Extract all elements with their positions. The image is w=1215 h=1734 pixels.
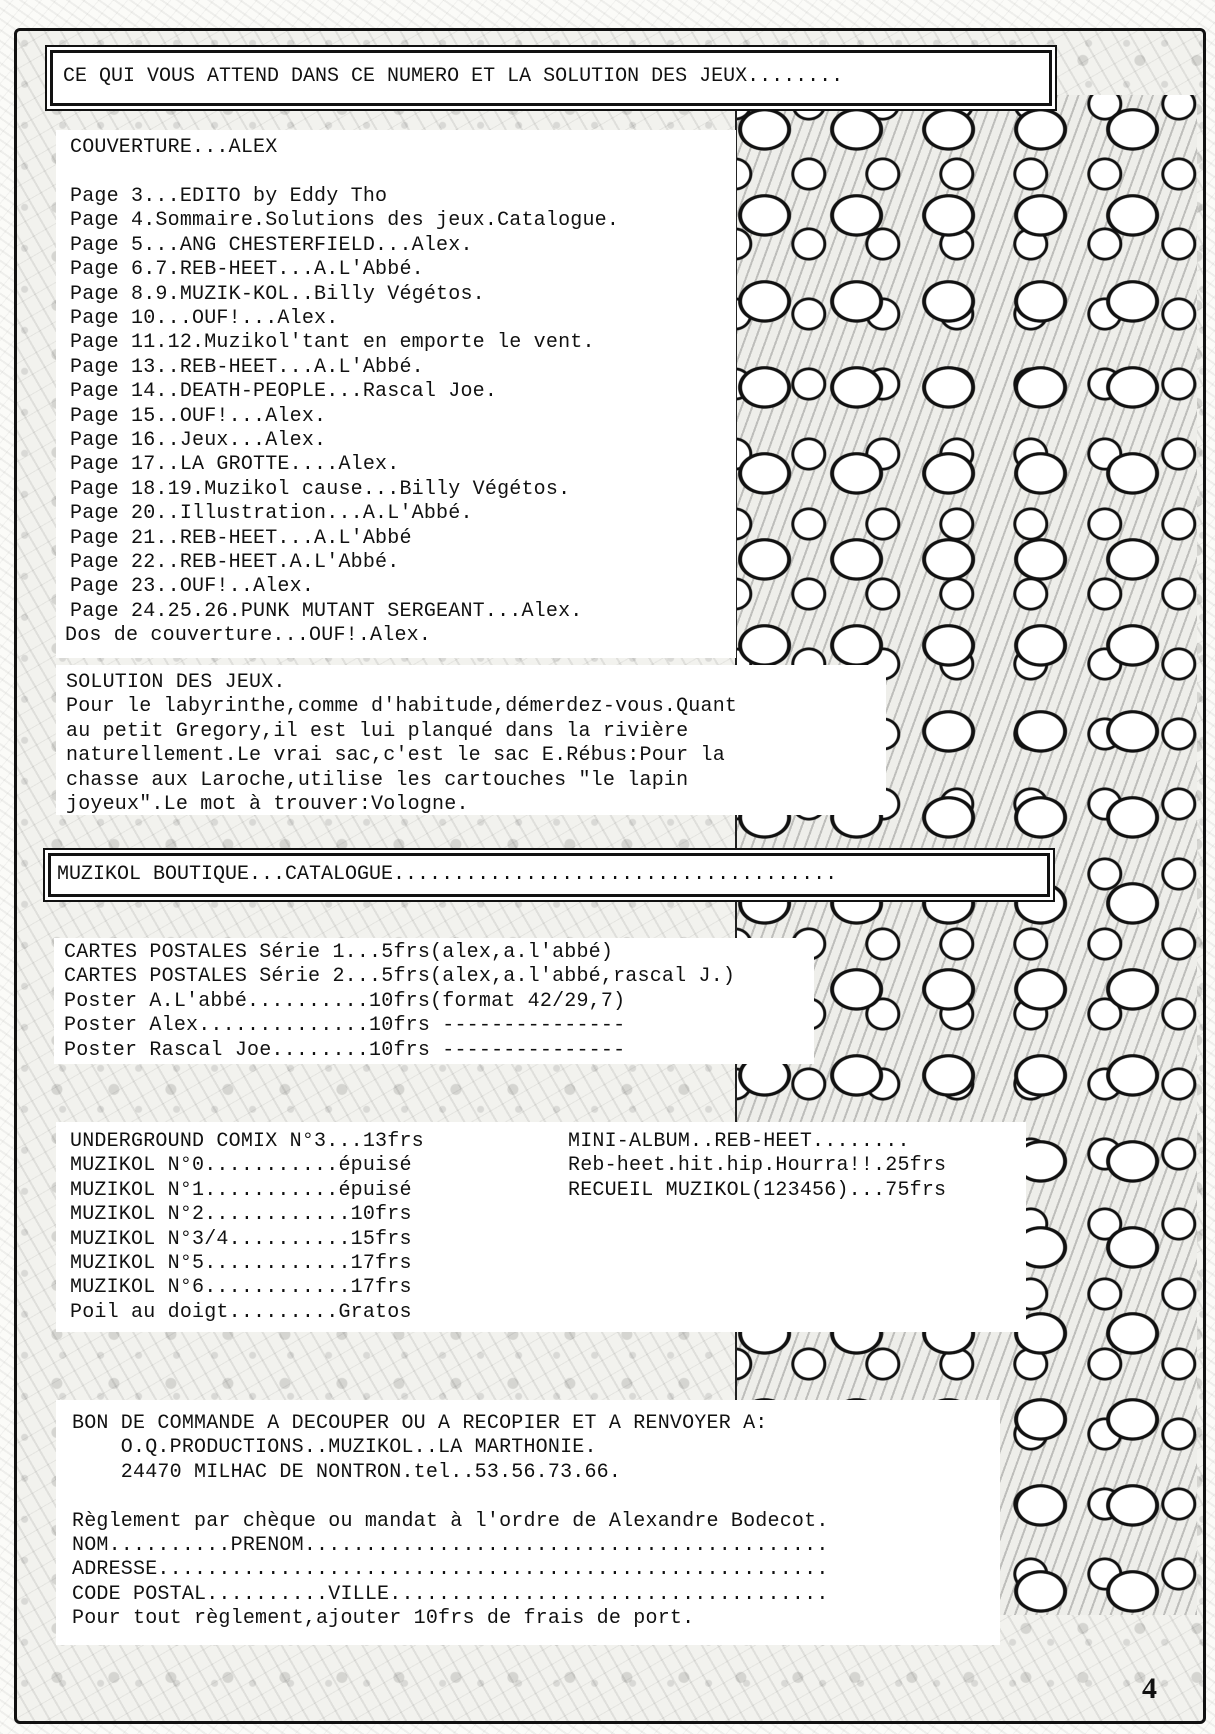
list-item: Page 10...OUF!...Alex. [70, 307, 339, 330]
header-banner [50, 50, 1052, 106]
cover-line: COUVERTURE...ALEX [70, 136, 278, 159]
catalogue-item: RECUEIL MUZIKOL(123456)...75frs [568, 1178, 947, 1202]
catalogue-item: UNDERGROUND COMIX N°3...13frs [70, 1130, 424, 1153]
list-item: Page 17..LA GROTTE....Alex. [70, 453, 400, 477]
order-form-line: BON DE COMMANDE A DECOUPER OU A RECOPIER ET A RENVOYER A: [72, 1412, 768, 1435]
solutions-box [56, 665, 886, 815]
solutions-line: Pour le labyrinthe,comme d'habitude,démerdez-vous.Quant [66, 695, 738, 719]
solutions-line: naturellement.Le vrai sac,c'est le sac E.Rébus:Pour la [66, 744, 725, 768]
order-form-line: O.Q.PRODUCTIONS..MUZIKOL..LA MARTHONIE. [72, 1436, 597, 1460]
catalogue-box [56, 1122, 1026, 1332]
list-item: Page 24.25.26.PUNK MUTANT SERGEANT...Alex. [70, 599, 583, 623]
list-item: Page 20..Illustration...A.L'Abbé. [70, 502, 473, 526]
boutique-item: Poster Rascal Joe........10frs --------------- [64, 1038, 626, 1062]
page-number: 4 [1142, 1672, 1157, 1705]
solutions-line: chasse aux Laroche,utilise les cartouches "le lapin [66, 768, 689, 792]
order-form-line: Règlement par chèque ou mandat à l'ordre de Alexandre Bodecot. [72, 1509, 829, 1533]
catalogue-item: MUZIKOL N°3/4..........15frs [70, 1227, 412, 1251]
order-form-line: 24470 MILHAC DE NONTRON.tel..53.56.73.66. [72, 1460, 622, 1484]
list-item: Page 15..OUF!...Alex. [70, 404, 327, 428]
catalogue-item: Poil au doigt.........Gratos [70, 1300, 412, 1324]
list-item: Page 16..Jeux...Alex. [70, 429, 327, 452]
catalogue-item: Reb-heet.hit.hip.Hourra!!.25frs [568, 1154, 947, 1178]
solutions-title: SOLUTION DES JEUX. [66, 671, 286, 694]
list-item: Page 13..REB-HEET...A.L'Abbé. [70, 355, 424, 379]
order-form-line: ADRESSE....................................................... [72, 1558, 829, 1582]
list-item: Page 23..OUF!..Alex. [70, 575, 315, 599]
catalogue-item: MUZIKOL N°1...........épuisé [70, 1178, 412, 1202]
list-item: Page 6.7.REB-HEET...A.L'Abbé. [70, 258, 424, 282]
contents-box [56, 130, 736, 658]
boutique-item: CARTES POSTALES Série 2...5frs(alex,a.l'abbé,rascal J.) [64, 965, 736, 989]
list-item: Page 18.19.Muzikol cause...Billy Végétos. [70, 477, 571, 501]
catalogue-item: MUZIKOL N°5............17frs [70, 1252, 412, 1275]
boutique-banner [48, 853, 1050, 897]
header-title: CE QUI VOUS ATTEND DANS CE NUMERO ET LA SOLUTION DES JEUX........ [63, 65, 844, 88]
list-item: Page 22..REB-HEET.A.L'Abbé. [70, 551, 400, 574]
boutique-title: MUZIKOL BOUTIQUE...CATALOGUE..................................... [57, 863, 838, 886]
boutique-item: CARTES POSTALES Série 1...5frs(alex,a.l'abbé) [64, 941, 614, 964]
order-form-box [56, 1400, 1000, 1645]
list-item: Page 21..REB-HEET...A.L'Abbé [70, 526, 412, 550]
list-item: Page 14..DEATH-PEOPLE...Rascal Joe. [70, 380, 498, 404]
solutions-line: joyeux".Le mot à trouver:Vologne. [66, 793, 469, 816]
order-form-line: NOM..........PRENOM........................................... [72, 1534, 829, 1557]
boutique-items-box [54, 938, 814, 1064]
list-item: Dos de couverture...OUF!.Alex. [65, 624, 432, 648]
list-item: Page 8.9.MUZIK-KOL..Billy Végétos. [70, 282, 485, 306]
order-form-line: Pour tout règlement,ajouter 10frs de frais de port. [72, 1607, 695, 1631]
list-item: Page 5...ANG CHESTERFIELD...Alex. [70, 233, 473, 257]
boutique-item: Poster Alex..............10frs --------------- [64, 1014, 626, 1038]
catalogue-item: MUZIKOL N°2............10frs [70, 1203, 412, 1227]
list-item: Page 3...EDITO by Eddy Tho [70, 185, 388, 208]
list-item: Page 11.12.Muzikol'tant en emporte le vent. [70, 331, 595, 355]
order-form-line: CODE POSTAL..........VILLE.................................... [72, 1582, 829, 1606]
catalogue-item: MUZIKOL N°0...........épuisé [70, 1154, 412, 1178]
boutique-item: Poster A.L'abbé..........10frs(format 42/29,7) [64, 989, 626, 1013]
catalogue-item: MINI-ALBUM..REB-HEET........ [568, 1130, 910, 1153]
solutions-line: au petit Gregory,il est lui planqué dans la rivière [66, 719, 689, 743]
catalogue-item: MUZIKOL N°6............17frs [70, 1276, 412, 1300]
list-item: Page 4.Sommaire.Solutions des jeux.Catalogue. [70, 209, 620, 233]
